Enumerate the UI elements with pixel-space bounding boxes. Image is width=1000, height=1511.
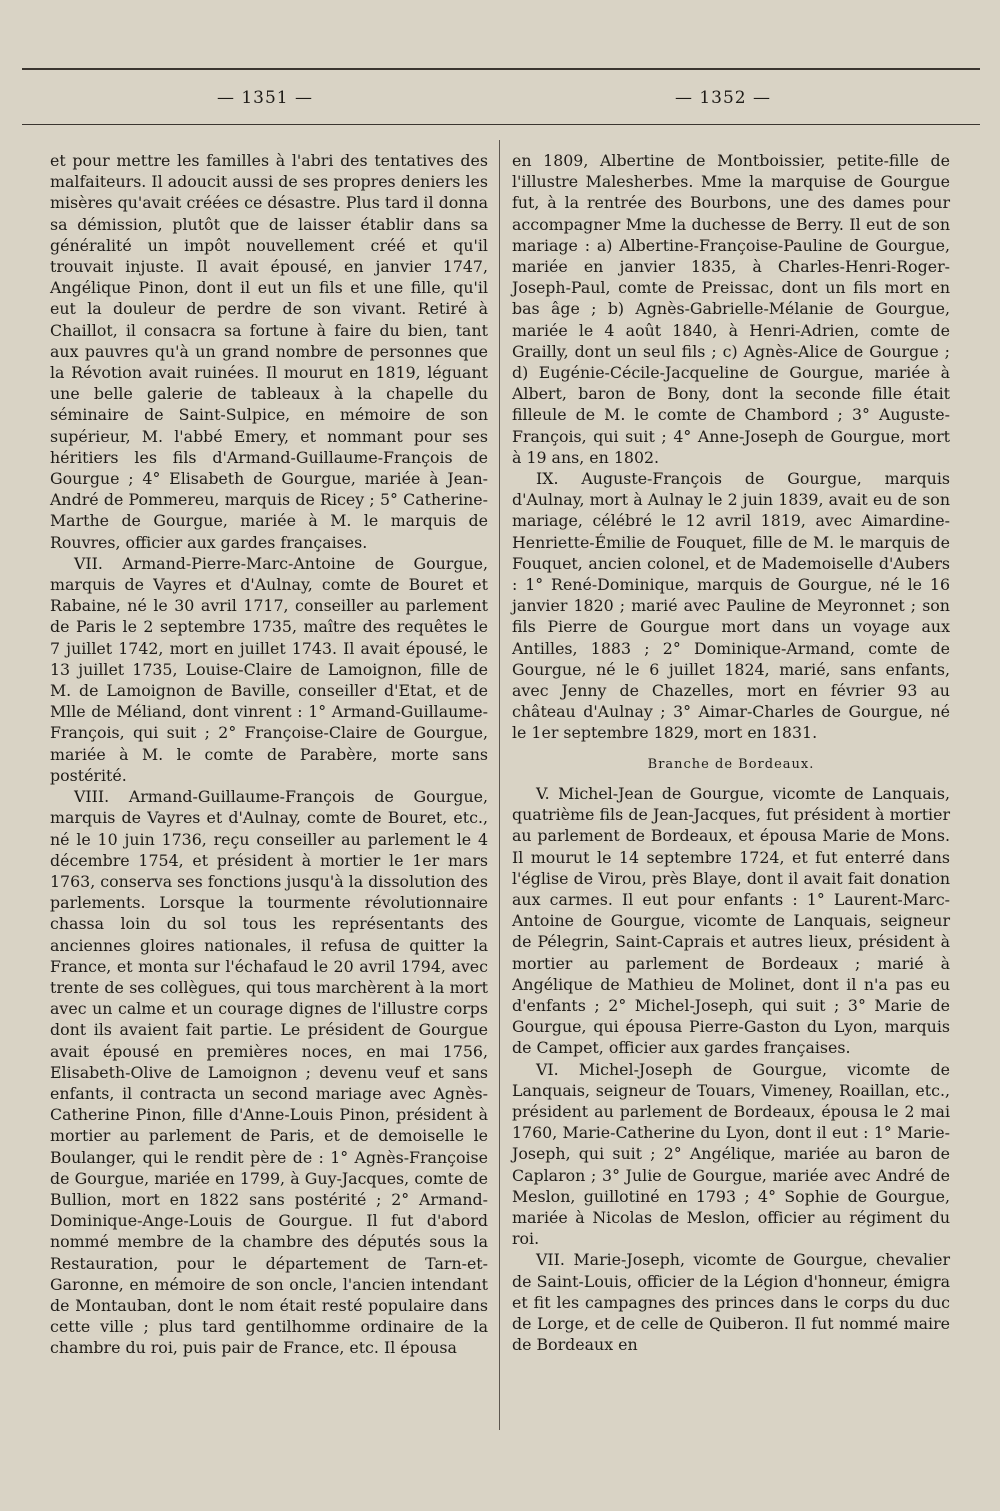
paragraph: V. Michel-Jean de Gourgue, vicomte de Lanquais, quatrième fils de Jean-Jacques, fut président à mortier au parlement de Bordeaux, et épousa Marie de Mons. Il mourut le 14 septembre 1724, et fut enterré dans l'église de Virou, près Blaye, dont il avait fait donation aux carmes. Il eut pour enfants : 1° Laurent-Marc-Antoine de Gourgue, vicomte de Lanquais, seigneur de Pélegrin, Saint-Caprais et autres lieux, président à mortier au parlement de Bordeaux ; marié à Angélique de Mathieu de Molinet, dont il n'a pas eu d'enfants ; 2° Michel-Joseph, qui suit ; 3° Marie de Gourgue, qui épousa Pierre-Gaston du Lyon, marquis de Campet, officier aux gardes françaises. — [512, 783, 950, 1058]
paragraph: VII. Armand-Pierre-Marc-Antoine de Gourgue, marquis de Vayres et d'Aulnay, comte de Bouret et Rabaine, né le 30 avril 1717, conseiller au parlement de Paris le 2 septembre 1735, maître des requêtes le 7 juillet 1742, mort en juillet 1743. Il avait épousé, le 13 juillet 1735, Louise-Claire de Lamoignon, fille de M. de Lamoignon de Baville, conseiller d'Etat, et de Mlle de Méliand, dont vinrent : 1° Armand-Guillaume-François, qui suit ; 2° Françoise-Claire de Gourgue, mariée à M. le comte de Parabère, morte sans postérité. — [50, 553, 488, 785]
page-number-right: — 1352 — — [674, 88, 772, 108]
right-column — [512, 150, 950, 1355]
paragraph: VII. Marie-Joseph, vicomte de Gourgue, chevalier de Saint-Louis, officier de la Légion d'honneur, émigra et fit les campagnes des princes dans le corps du duc de Lorge, et de celle de Quiberon. Il fut nommé maire de Bordeaux en — [512, 1250, 950, 1355]
paragraph: VIII. Armand-Guillaume-François de Gourgue, marquis de Vayres et d'Aulnay, comte de Bouret, etc., né le 10 juin 1736, reçu conseiller au parlement le 4 décembre 1754, et président à mortier le 1er mars 1763, conserva ses fonctions jusqu'à la dissolution des parlements. Lorsque la tourmente révolutionnaire chassa loin du sol tous les représentants des anciennes gloires nationales, il refusa de quitter la France, et monta sur l'échafaud le 20 avril 1794, avec trente de ses collègues, qui tous marchèrent à la mort avec un calme et un courage dignes de l'illustre corps dont ils avaient fait partie. Le président de Gourgue avait épousé en premières noces, en mai 1756, Elisabeth-Olive de Lamoignon ; devenu veuf et sans enfants, il contracta un second mariage avec Agnès-Catherine Pinon, fille d'Anne-Louis Pinon, président à mortier au parlement de Paris, et de demoiselle le Boulanger, qui le rendit père de : 1° Agnès-Françoise de Gourgue, mariée en 1799, à Guy-Jacques, comte de Bullion, mort en 1822 sans postérité ; 2° Armand-Dominique-Ange-Louis de Gourgue. Il fut d'abord nommé membre de la chambre des députés sous la Restauration, pour le département de Tarn-et-Garonne, en mémoire de son oncle, l'ancien intendant de Montauban, dont le nom était resté populaire dans cette ville ; plus tard gentilhomme ordinaire de la chambre du roi, puis pair de France, etc. Il épousa — [50, 787, 488, 1358]
paragraph: et pour mettre les familles à l'abri des tentatives des malfaiteurs. Il adoucit aussi de ses propres deniers les misères qu'avait créées ce désastre. Plus tard il donna sa démission, plutôt que de laisser établir dans sa généralité un impôt nouvellement créé et qu'il trouvait injuste. Il avait épousé, en janvier 1747, Angélique Pinon, dont il eut un fils et une fille, qu'il eut la douleur de perdre de son vivant. Retiré à Chaillot, il consacra sa fortune à faire du bien, tant aux pauvres qu'à un grand nombre de personnes que la Révotion avait ruinées. Il mourut en 1819, léguant une belle galerie de tableaux à la chapelle du séminaire de Saint-Sulpice, en mémoire de son supérieur, M. l'abbé Emery, et nommant pour ses héritiers les fils d'Armand-Guillaume-François de Gourgue ; 4° Elisabeth de Gourgue, mariée à Jean-André de Pommereu, marquis de Ricey ; 5° Catherine-Marthe de Gourgue, mariée à M. le marquis de Rouvres, officier aux gardes françaises. — [50, 151, 488, 552]
header-rule — [22, 124, 980, 125]
section-title: Branche de Bordeaux. — [647, 756, 815, 772]
column-divider — [499, 140, 500, 1430]
left-column — [50, 150, 488, 1359]
paragraph: en 1809, Albertine de Montboissier, petite-fille de l'illustre Malesherbes. Mme la marquise de Gourgue fut, à la rentrée des Bourbons, une des dames pour accompagner Mme la duchesse de Berry. Il eut de son mariage : a) Albertine-Françoise-Pauline de Gourgue, mariée en janvier 1835, à Charles-Henri-Roger-Joseph-Paul, comte de Preissac, dont un fils mort en bas âge ; b) Agnès-Gabrielle-Mélanie de Gourgue, mariée le 4 août 1840, à Henri-Adrien, comte de Grailly, dont un seul fils ; c) Agnès-Alice de Gourgue ; d) Eugénie-Cécile-Jacqueline de Gourgue, mariée à Albert, baron de Bony, dont la seconde fille était filleule de M. le comte de Chambord ; 3° Auguste-François, qui suit ; 4° Anne-Joseph de Gourgue, mort à 19 ans, en 1802. — [512, 151, 950, 467]
top-rule — [22, 68, 980, 70]
paragraph: VI. Michel-Joseph de Gourgue, vicomte de Lanquais, seigneur de Touars, Vimeney, Roaillan, etc., président au parlement de Bordeaux, épousa le 2 mai 1760, Marie-Catherine du Lyon, dont il eut : 1° Marie-Joseph, qui suit ; 2° Angélique, mariée au baron de Caplaron ; 3° Julie de Gourgue, mariée avec André de Meslon, guillotiné en 1793 ; 4° Sophie de Gourgue, mariée à Nicolas de Meslon, officier au régiment du roi. — [512, 1059, 950, 1249]
paragraph: IX. Auguste-François de Gourgue, marquis d'Aulnay, mort à Aulnay le 2 juin 1839, avait eu de son mariage, célébré le 12 avril 1819, avec Aimardine-Henriette-Émilie de Fouquet, fille de M. le marquis de Fouquet, ancien colonel, et de Mademoiselle d'Aubers : 1° René-Dominique, marquis de Gourgue, né le 16 janvier 1820 ; marié avec Pauline de Meyronnet ; son fils Pierre de Gourgue mort dans un voyage aux Antilles, 1883 ; 2° Dominique-Armand, comte de Gourgue, né le 6 juillet 1824, marié, sans enfants, avec Jenny de Chazelles, mort en février 93 au château d'Aulnay ; 3° Aimar-Charles de Gourgue, né le 1er septembre 1829, mort en 1831. — [512, 469, 950, 743]
page-number-left: — 1351 — — [216, 88, 314, 108]
